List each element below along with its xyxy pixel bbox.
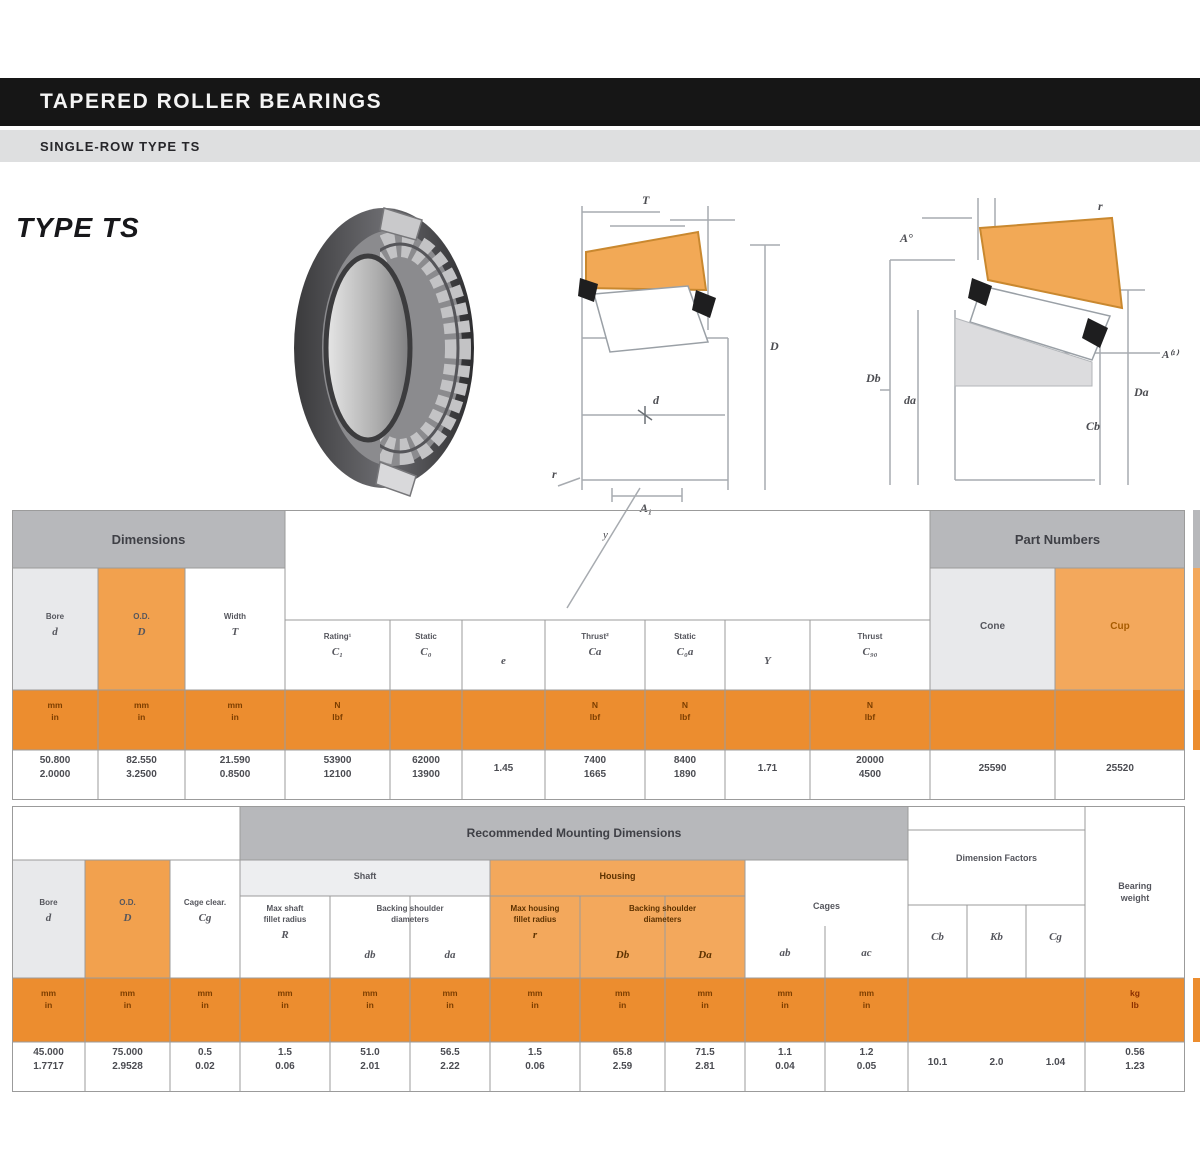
t2-unit-bore: mm in — [40, 988, 57, 1010]
dim-label-Adeg: A° — [900, 231, 913, 245]
t1-data-c1: 53900 12100 — [323, 755, 352, 780]
t1-sliver-band — [1193, 690, 1200, 750]
t2-unit-g2: mm in — [858, 988, 875, 1010]
t2-head-f2: Kb — [990, 931, 1003, 943]
t1-head-c0a — [645, 632, 725, 660]
t1-unit-ca: N lbf — [589, 700, 601, 722]
t1-partnumbers-header: Part Numbers — [930, 510, 1185, 568]
t2-data-g1: 1.1 0.04 — [775, 1047, 795, 1072]
t1-data-bore: 50.800 2.0000 — [39, 755, 71, 780]
t1-data-od: 82.550 3.2500 — [126, 755, 157, 780]
dim-label-Db: Db — [866, 371, 881, 385]
t2-head-s2: db — [364, 949, 376, 961]
t1-data-ca: 7400 1665 — [583, 755, 607, 780]
t2-head-od: O.D. D — [119, 898, 136, 924]
dim-label-Da: Da — [1134, 385, 1149, 399]
dim-label-r: r — [552, 467, 557, 481]
t2-head-g2: ac — [861, 947, 872, 959]
t2-data-od: 75.000 2.9528 — [112, 1047, 143, 1072]
bearing-photo — [288, 200, 528, 500]
page-title-bar — [0, 78, 1200, 126]
t2-head-g1: ab — [779, 947, 791, 959]
t1-head-ca-name: Thrust² — [581, 632, 609, 641]
t2-data-weight: 0.56 1.23 — [1125, 1047, 1145, 1072]
t1-head-bore — [12, 612, 98, 640]
t2-housing-shared-name: Backing shoulder diameters — [628, 904, 697, 924]
dim-label-A1sup: A⁽¹⁾ — [1162, 349, 1179, 361]
t1-unit-c1: N lbf — [332, 700, 343, 722]
t1-head-c0-name: Static — [415, 632, 437, 641]
t2-cages-label: Cages — [812, 901, 840, 911]
t1-head-width-sym: T — [231, 625, 239, 638]
cone-section — [586, 232, 706, 290]
t1-data-e: 1.45 — [493, 763, 514, 774]
t2-unit-cg: mm in — [197, 988, 213, 1010]
t1-head-cup-label: Cup — [1110, 621, 1130, 632]
t2-head-h1: Max housing fillet radius r — [510, 904, 560, 941]
t2-unit-weight: kg lb — [1130, 988, 1140, 1010]
t1-head-c0 — [390, 632, 462, 660]
dim-label-D: D — [770, 339, 779, 353]
t2-factors-label: Dimension Factors — [955, 853, 1038, 863]
t1-head-cone — [930, 620, 1055, 634]
t2-unit-h1: mm in — [527, 988, 543, 1010]
t1-unit-width: mm in — [227, 700, 243, 722]
subtitle-bar-edge — [1186, 130, 1200, 162]
t1-head-od-name: O.D. — [133, 612, 150, 621]
t1-head-e-sym: e — [501, 655, 506, 667]
t1-dimensions-header: Dimensions — [12, 510, 285, 568]
t2-data-s3: 56.5 2.22 — [440, 1047, 460, 1072]
t1-head-e — [462, 652, 545, 669]
t2-head-cg: Cage clear. Cg — [183, 898, 227, 924]
leader-label: y — [603, 529, 608, 541]
t1-head-c90-name: Thrust — [857, 632, 883, 641]
t2-data-s2: 51.0 2.01 — [360, 1047, 380, 1072]
t2-head-f3: Cg — [1049, 931, 1062, 943]
t1-sliver-orange — [1193, 568, 1200, 690]
t2-head-bore: Bore d — [39, 898, 58, 924]
dim-label-r2: r — [1098, 199, 1103, 213]
t2-mounting-header: Recommended Mounting Dimensions — [240, 806, 908, 860]
dim-label-Cb: Cb — [1086, 419, 1101, 433]
cross-section-diagram-2 — [860, 190, 1195, 515]
t2-shaft-label: Shaft — [353, 871, 377, 881]
t2-housing-label: Housing — [599, 871, 636, 881]
t2-data-f1: 10.1 — [927, 1057, 948, 1068]
t2-data-h1: 1.5 0.06 — [525, 1047, 545, 1072]
title-bar-edge — [1186, 78, 1200, 126]
dim-label-da: da — [904, 393, 916, 407]
t1-data-y: 1.71 — [757, 763, 778, 774]
t1-head-od-sym: D — [137, 625, 146, 638]
dim-label-T: T — [642, 193, 650, 207]
dim-label-A1: A₁ — [640, 501, 653, 515]
t2-head-f1: Cb — [931, 931, 944, 943]
t2-unit-s1: mm in — [277, 988, 293, 1010]
t1-head-c0a-sym: C₀a — [676, 645, 694, 658]
t2-data-g2: 1.2 0.05 — [856, 1047, 877, 1072]
t1-head-ca — [545, 632, 645, 660]
t1-head-bore-sym: d — [52, 625, 58, 638]
t2-head-s3: da — [444, 949, 456, 961]
t2-unit-h3: mm in — [697, 988, 713, 1010]
t2-unit-s3: mm in — [442, 988, 458, 1010]
t1-head-width — [185, 612, 285, 640]
t1-head-cup — [1055, 620, 1185, 634]
t1-sliver-gray — [1193, 510, 1200, 568]
t2-data-h3: 71.5 2.81 — [695, 1047, 715, 1072]
t1-head-c0-sym: C₀ — [420, 645, 432, 658]
t1-head-width-name: Width — [223, 612, 247, 621]
page-title: TAPERED ROLLER BEARINGS — [40, 90, 383, 113]
t2-unit-g1: mm in — [777, 988, 793, 1010]
type-heading: TYPE TS — [16, 212, 140, 243]
t1-data-cone: 25590 — [978, 763, 1007, 774]
t1-head-c1-name: Rating¹ — [323, 632, 352, 641]
t2-data-f3: 1.04 — [1045, 1057, 1066, 1068]
t2-data-cg: 0.5 0.02 — [195, 1047, 215, 1072]
t1-head-c90-sym: C₉₀ — [862, 645, 878, 658]
t2-head-s1: Max shaft fillet radius R — [263, 904, 307, 941]
t2-unit-od: mm in — [119, 988, 136, 1010]
page-subtitle: SINGLE-ROW TYPE TS — [40, 138, 201, 154]
t1-head-cone-label: Cone — [980, 621, 1005, 632]
t2-data-f2: 2.0 — [989, 1057, 1004, 1068]
t2-unit-h2: mm in — [614, 988, 631, 1010]
t1-head-y-sym: Y — [764, 655, 771, 667]
t1-unit-bore: mm in — [47, 700, 63, 722]
t1-data-c0: 62000 13900 — [412, 755, 440, 780]
t1-head-bore-name: Bore — [45, 612, 65, 621]
t1-head-ca-sym: Ca — [588, 645, 602, 658]
t2-head-h2: Db — [615, 949, 630, 961]
t2-data-s1: 1.5 0.06 — [275, 1047, 295, 1072]
t1-head-y — [725, 652, 810, 669]
t2-data-bore: 45.000 1.7717 — [33, 1047, 64, 1072]
t1-data-width: 21.590 0.8500 — [219, 755, 251, 780]
t1-head-od — [98, 612, 185, 640]
t1-head-c0a-name: Static — [674, 632, 696, 641]
t1-data-c90: 20000 4500 — [856, 755, 884, 780]
t1-head-c90 — [810, 632, 930, 660]
t2-head-weight: Bearing weight — [1118, 881, 1152, 904]
t2-data-h2: 65.8 2.59 — [612, 1047, 633, 1072]
t1-unit-c90: N lbf — [864, 700, 876, 722]
page-subtitle-bar — [0, 130, 1200, 162]
dim-label-d: d — [653, 393, 659, 407]
roller-section — [594, 286, 708, 352]
cross-section-diagram-1 — [550, 190, 805, 515]
t1-data-c0a: 8400 1890 — [673, 755, 697, 780]
t1-unit-c0a: N lbf — [679, 700, 691, 722]
t2-shaft-shared-name: Backing shoulder diameters — [376, 904, 444, 924]
t1-data-cup: 25520 — [1106, 763, 1134, 774]
t2-unit-s2: mm in — [362, 988, 378, 1010]
t1-head-c1-sym: C₁ — [331, 645, 344, 658]
t2-sliver-band — [1193, 978, 1200, 1042]
t1-head-c1 — [285, 632, 390, 660]
t1-unit-od: mm in — [133, 700, 150, 722]
t2-head-h3: Da — [698, 949, 712, 961]
